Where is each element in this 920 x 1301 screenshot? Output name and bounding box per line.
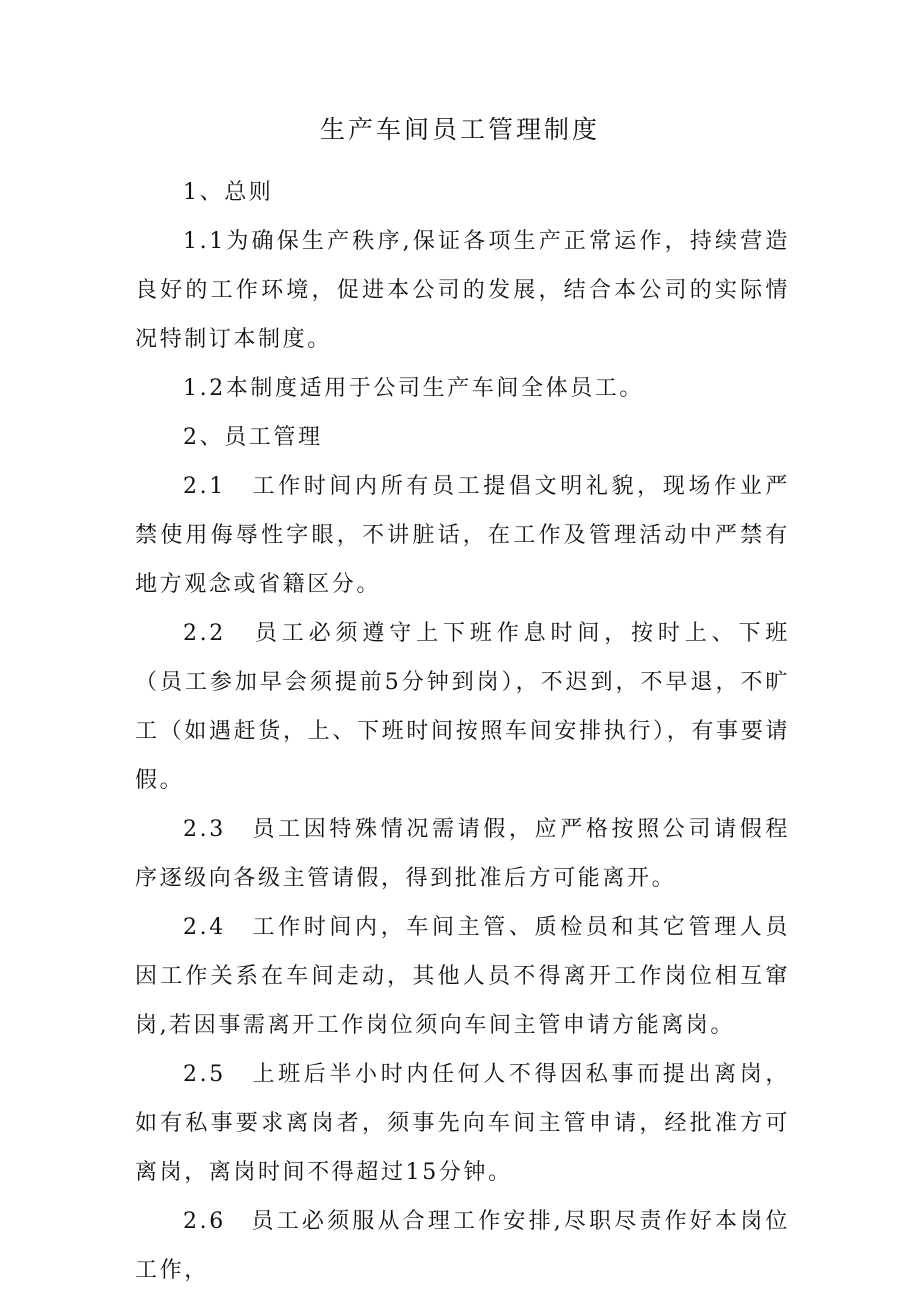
clause-1-2: 1.2本制度适用于公司生产车间全体员工。 xyxy=(183,376,644,401)
section-heading-general: 1、总则 xyxy=(183,180,274,205)
clause-2-4: 2.4 工作时间内，车间主管、质检员和其它管理人员因工作关系在车间走动，其他人员不得离开工作岗位相互窜岗,若因事需离开工作岗位须向车间主管申请方能离岗。 xyxy=(135,915,790,1038)
clause-2-3: 2.3 员工因特殊情况需请假，应严格按照公司请假程序逐级向各级主管请假，得到批准后方可能离开。 xyxy=(135,817,790,891)
section-heading-staff-management: 2、员工管理 xyxy=(183,425,323,450)
clause-2-1: 2.1 工作时间内所有员工提倡文明礼貌，现场作业严禁使用侮辱性字眼，不讲脏话，在工作及管理活动中严禁有地方观念或省籍区分。 xyxy=(135,474,790,597)
clause-1-1: 1.1为确保生产秩序,保证各项生产正常运作，持续营造良好的工作环境，促进本公司的发展，结合本公司的实际情况特制订本制度。 xyxy=(135,229,790,352)
document-body xyxy=(135,168,790,1295)
document-title: 生产车间员工管理制度 xyxy=(319,115,600,144)
clause-2-6: 2.6 员工必须服从合理工作安排,尽职尽责作好本岗位工作， xyxy=(135,1209,790,1283)
clause-2-2: 2.2 员工必须遵守上下班作息时间，按时上、下班（员工参加早会须提前5分钟到岗），不迟到，不早退，不旷工（如遇赶货，上、下班时间按照车间安排执行），有事要请假。 xyxy=(135,621,790,793)
clause-2-5: 2.5 上班后半小时内任何人不得因私事而提出离岗，如有私事要求离岗者，须事先向车间主管申请，经批准方可离岗，离岗时间不得超过15分钟。 xyxy=(135,1062,790,1185)
